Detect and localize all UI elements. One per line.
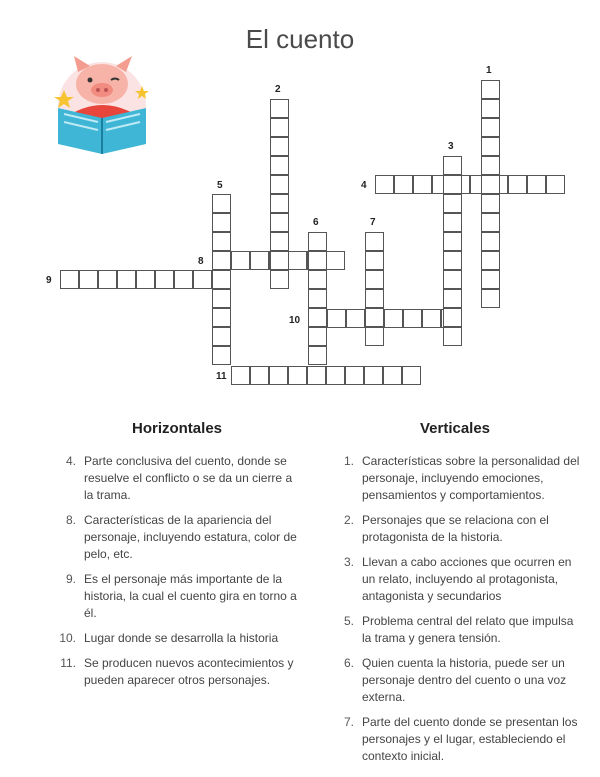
grid-cell[interactable] — [212, 308, 231, 327]
grid-cell[interactable] — [270, 194, 289, 213]
grid-cell[interactable] — [231, 251, 250, 270]
grid-cell[interactable] — [384, 309, 403, 328]
clue-vertical-6 — [330, 655, 580, 706]
grid-cell[interactable] — [212, 289, 231, 308]
grid-cell[interactable] — [481, 99, 500, 118]
page-title: El cuento — [245, 24, 355, 54]
clue-text: Características sobre la personalidad del personaje, incluyendo emociones, pensamientos y comportamientos. — [362, 454, 580, 502]
grid-cell[interactable] — [443, 213, 462, 232]
grid-cell[interactable] — [402, 366, 421, 385]
grid-cell[interactable] — [364, 366, 383, 385]
grid-cell[interactable] — [481, 289, 500, 308]
grid-cell[interactable] — [212, 346, 231, 365]
grid-cell[interactable] — [443, 232, 462, 251]
grid-cell[interactable] — [270, 213, 289, 232]
clue-vertical-1 — [330, 453, 580, 504]
clue-vertical-7 — [330, 714, 580, 765]
grid-cell[interactable] — [413, 175, 432, 194]
grid-cell[interactable] — [193, 270, 212, 289]
grid-cell[interactable] — [212, 213, 231, 232]
clue-number-label: 3 — [448, 141, 454, 152]
grid-cell[interactable] — [508, 175, 527, 194]
clue-number-label: 2 — [275, 84, 281, 95]
clue-vertical-3 — [330, 554, 580, 605]
grid-cell[interactable] — [269, 366, 288, 385]
grid-cell[interactable] — [481, 137, 500, 156]
clue-number-label: 11 — [216, 371, 227, 382]
clue-text: Características de la apariencia del personaje, incluyendo estatura, color de pelo, etc. — [84, 513, 297, 561]
grid-cell[interactable] — [481, 156, 500, 175]
grid-cell[interactable] — [212, 232, 231, 251]
grid-cell[interactable] — [443, 308, 462, 327]
grid-cell[interactable] — [117, 270, 136, 289]
horizontal-clues — [52, 420, 302, 697]
grid-cell[interactable] — [443, 156, 462, 175]
grid-cell[interactable] — [308, 232, 327, 251]
clue-horizontal-9 — [52, 571, 302, 622]
grid-cell[interactable] — [270, 270, 289, 289]
clue-number: 2. — [343, 513, 354, 527]
clue-horizontal-11 — [52, 655, 302, 689]
grid-cell[interactable] — [326, 251, 345, 270]
clue-vertical-2 — [330, 512, 580, 546]
grid-cell[interactable] — [308, 308, 327, 327]
grid-cell[interactable] — [250, 251, 269, 270]
grid-cell[interactable] — [481, 175, 500, 194]
clue-horizontal-4 — [52, 453, 302, 504]
grid-cell[interactable] — [212, 194, 231, 213]
clue-text: Se producen nuevos acontecimientos y pueden aparecer otros personajes. — [84, 656, 294, 687]
grid-cell[interactable] — [365, 289, 384, 308]
grid-cell[interactable] — [481, 194, 500, 213]
grid-cell[interactable] — [308, 251, 327, 270]
clue-number-label: 10 — [289, 315, 301, 326]
clue-number-label: 7 — [370, 217, 376, 228]
grid-cell[interactable] — [270, 118, 289, 137]
grid-cell[interactable] — [365, 232, 384, 251]
grid-cell[interactable] — [365, 251, 384, 270]
clue-number: 5. — [343, 614, 354, 628]
clue-text: Problema central del relato que impulsa la trama y genera tensión. — [362, 614, 574, 645]
grid-cell[interactable] — [270, 156, 289, 175]
clue-number: 9. — [65, 572, 76, 586]
grid-cell[interactable] — [212, 251, 231, 270]
grid-cell[interactable] — [174, 270, 193, 289]
grid-cell[interactable] — [270, 251, 289, 270]
grid-cell[interactable] — [443, 327, 462, 346]
clue-number: 8. — [65, 513, 76, 527]
grid-cell[interactable] — [212, 327, 231, 346]
grid-cell[interactable] — [365, 308, 384, 327]
vertical-clues — [330, 420, 580, 773]
grid-cell[interactable] — [212, 270, 231, 289]
grid-cell[interactable] — [345, 366, 364, 385]
grid-cell[interactable] — [443, 289, 462, 308]
clue-number: 6. — [343, 656, 354, 670]
grid-cell[interactable] — [327, 309, 346, 328]
grid-cell[interactable] — [481, 232, 500, 251]
grid-cell[interactable] — [308, 327, 327, 346]
grid-cell[interactable] — [443, 251, 462, 270]
grid-cell[interactable] — [270, 99, 289, 118]
clue-number: 3. — [343, 555, 354, 569]
clue-text: Quien cuenta la historia, puede ser un personaje dentro del cuento o una voz externa. — [362, 656, 567, 704]
clue-text: Lugar donde se desarrolla la historia — [84, 631, 279, 645]
grid-cell[interactable] — [422, 309, 441, 328]
grid-cell[interactable] — [365, 327, 384, 346]
grid-cell[interactable] — [308, 270, 327, 289]
grid-cell[interactable] — [443, 194, 462, 213]
clue-text: Parte conclusiva del cuento, donde se resuelve el conflicto o se da un cierre a la trama. — [84, 454, 293, 502]
grid-cell[interactable] — [288, 251, 307, 270]
grid-cell[interactable] — [481, 80, 500, 99]
grid-cell[interactable] — [79, 270, 98, 289]
grid-cell[interactable] — [481, 118, 500, 137]
grid-cell[interactable] — [307, 366, 326, 385]
grid-cell[interactable] — [98, 270, 117, 289]
grid-cell[interactable] — [394, 175, 413, 194]
grid-cell[interactable] — [527, 175, 546, 194]
clue-vertical-5 — [330, 613, 580, 647]
grid-cell[interactable] — [308, 289, 327, 308]
clue-number-label: 9 — [46, 275, 52, 286]
clue-number: 4. — [65, 454, 76, 468]
clue-number-label: 4 — [361, 180, 367, 191]
clue-text: Personajes que se relaciona con el protagonista de la historia. — [362, 513, 549, 544]
grid-cell[interactable] — [308, 346, 327, 365]
clue-text: Parte del cuento donde se presentan los personajes y el lugar, estableciendo el contexto inicial. — [362, 715, 578, 763]
clue-number-label: 1 — [486, 65, 492, 76]
grid-cell[interactable] — [403, 309, 422, 328]
grid-cell[interactable] — [346, 309, 365, 328]
clue-horizontal-8 — [52, 512, 302, 563]
grid-cell[interactable] — [481, 251, 500, 270]
grid-cell[interactable] — [270, 175, 289, 194]
grid-cell[interactable] — [481, 270, 500, 289]
grid-cell[interactable] — [270, 137, 289, 156]
clue-number: 7. — [343, 715, 354, 729]
grid-cell[interactable] — [155, 270, 174, 289]
grid-cell[interactable] — [326, 366, 345, 385]
clue-number: 1. — [343, 454, 354, 468]
grid-cell[interactable] — [60, 270, 79, 289]
grid-cell[interactable] — [270, 232, 289, 251]
grid-cell[interactable] — [250, 366, 269, 385]
clue-text: Llevan a cabo acciones que ocurren en un relato, incluyendo al protagonista, antagonista y secundarios — [362, 555, 572, 603]
grid-cell[interactable] — [365, 270, 384, 289]
grid-cell[interactable] — [136, 270, 155, 289]
clue-number-label: 5 — [217, 180, 223, 191]
grid-cell[interactable] — [288, 366, 307, 385]
clue-text: Es el personaje más importante de la historia, la cual el cuento gira en torno a él. — [84, 572, 297, 620]
horizontal-heading: Horizontales — [131, 420, 222, 437]
grid-cell[interactable] — [231, 366, 250, 385]
grid-cell[interactable] — [443, 270, 462, 289]
clue-number: 10. — [59, 631, 76, 645]
clue-horizontal-10 — [52, 630, 302, 647]
grid-cell[interactable] — [375, 175, 394, 194]
grid-cell[interactable] — [546, 175, 565, 194]
grid-cell[interactable] — [481, 213, 500, 232]
grid-cell[interactable] — [443, 175, 462, 194]
clue-number-label: 6 — [313, 217, 319, 228]
clue-number: 11. — [60, 656, 76, 670]
vertical-heading: Verticales — [419, 420, 491, 437]
clue-number-label: 8 — [198, 256, 204, 267]
grid-cell[interactable] — [383, 366, 402, 385]
